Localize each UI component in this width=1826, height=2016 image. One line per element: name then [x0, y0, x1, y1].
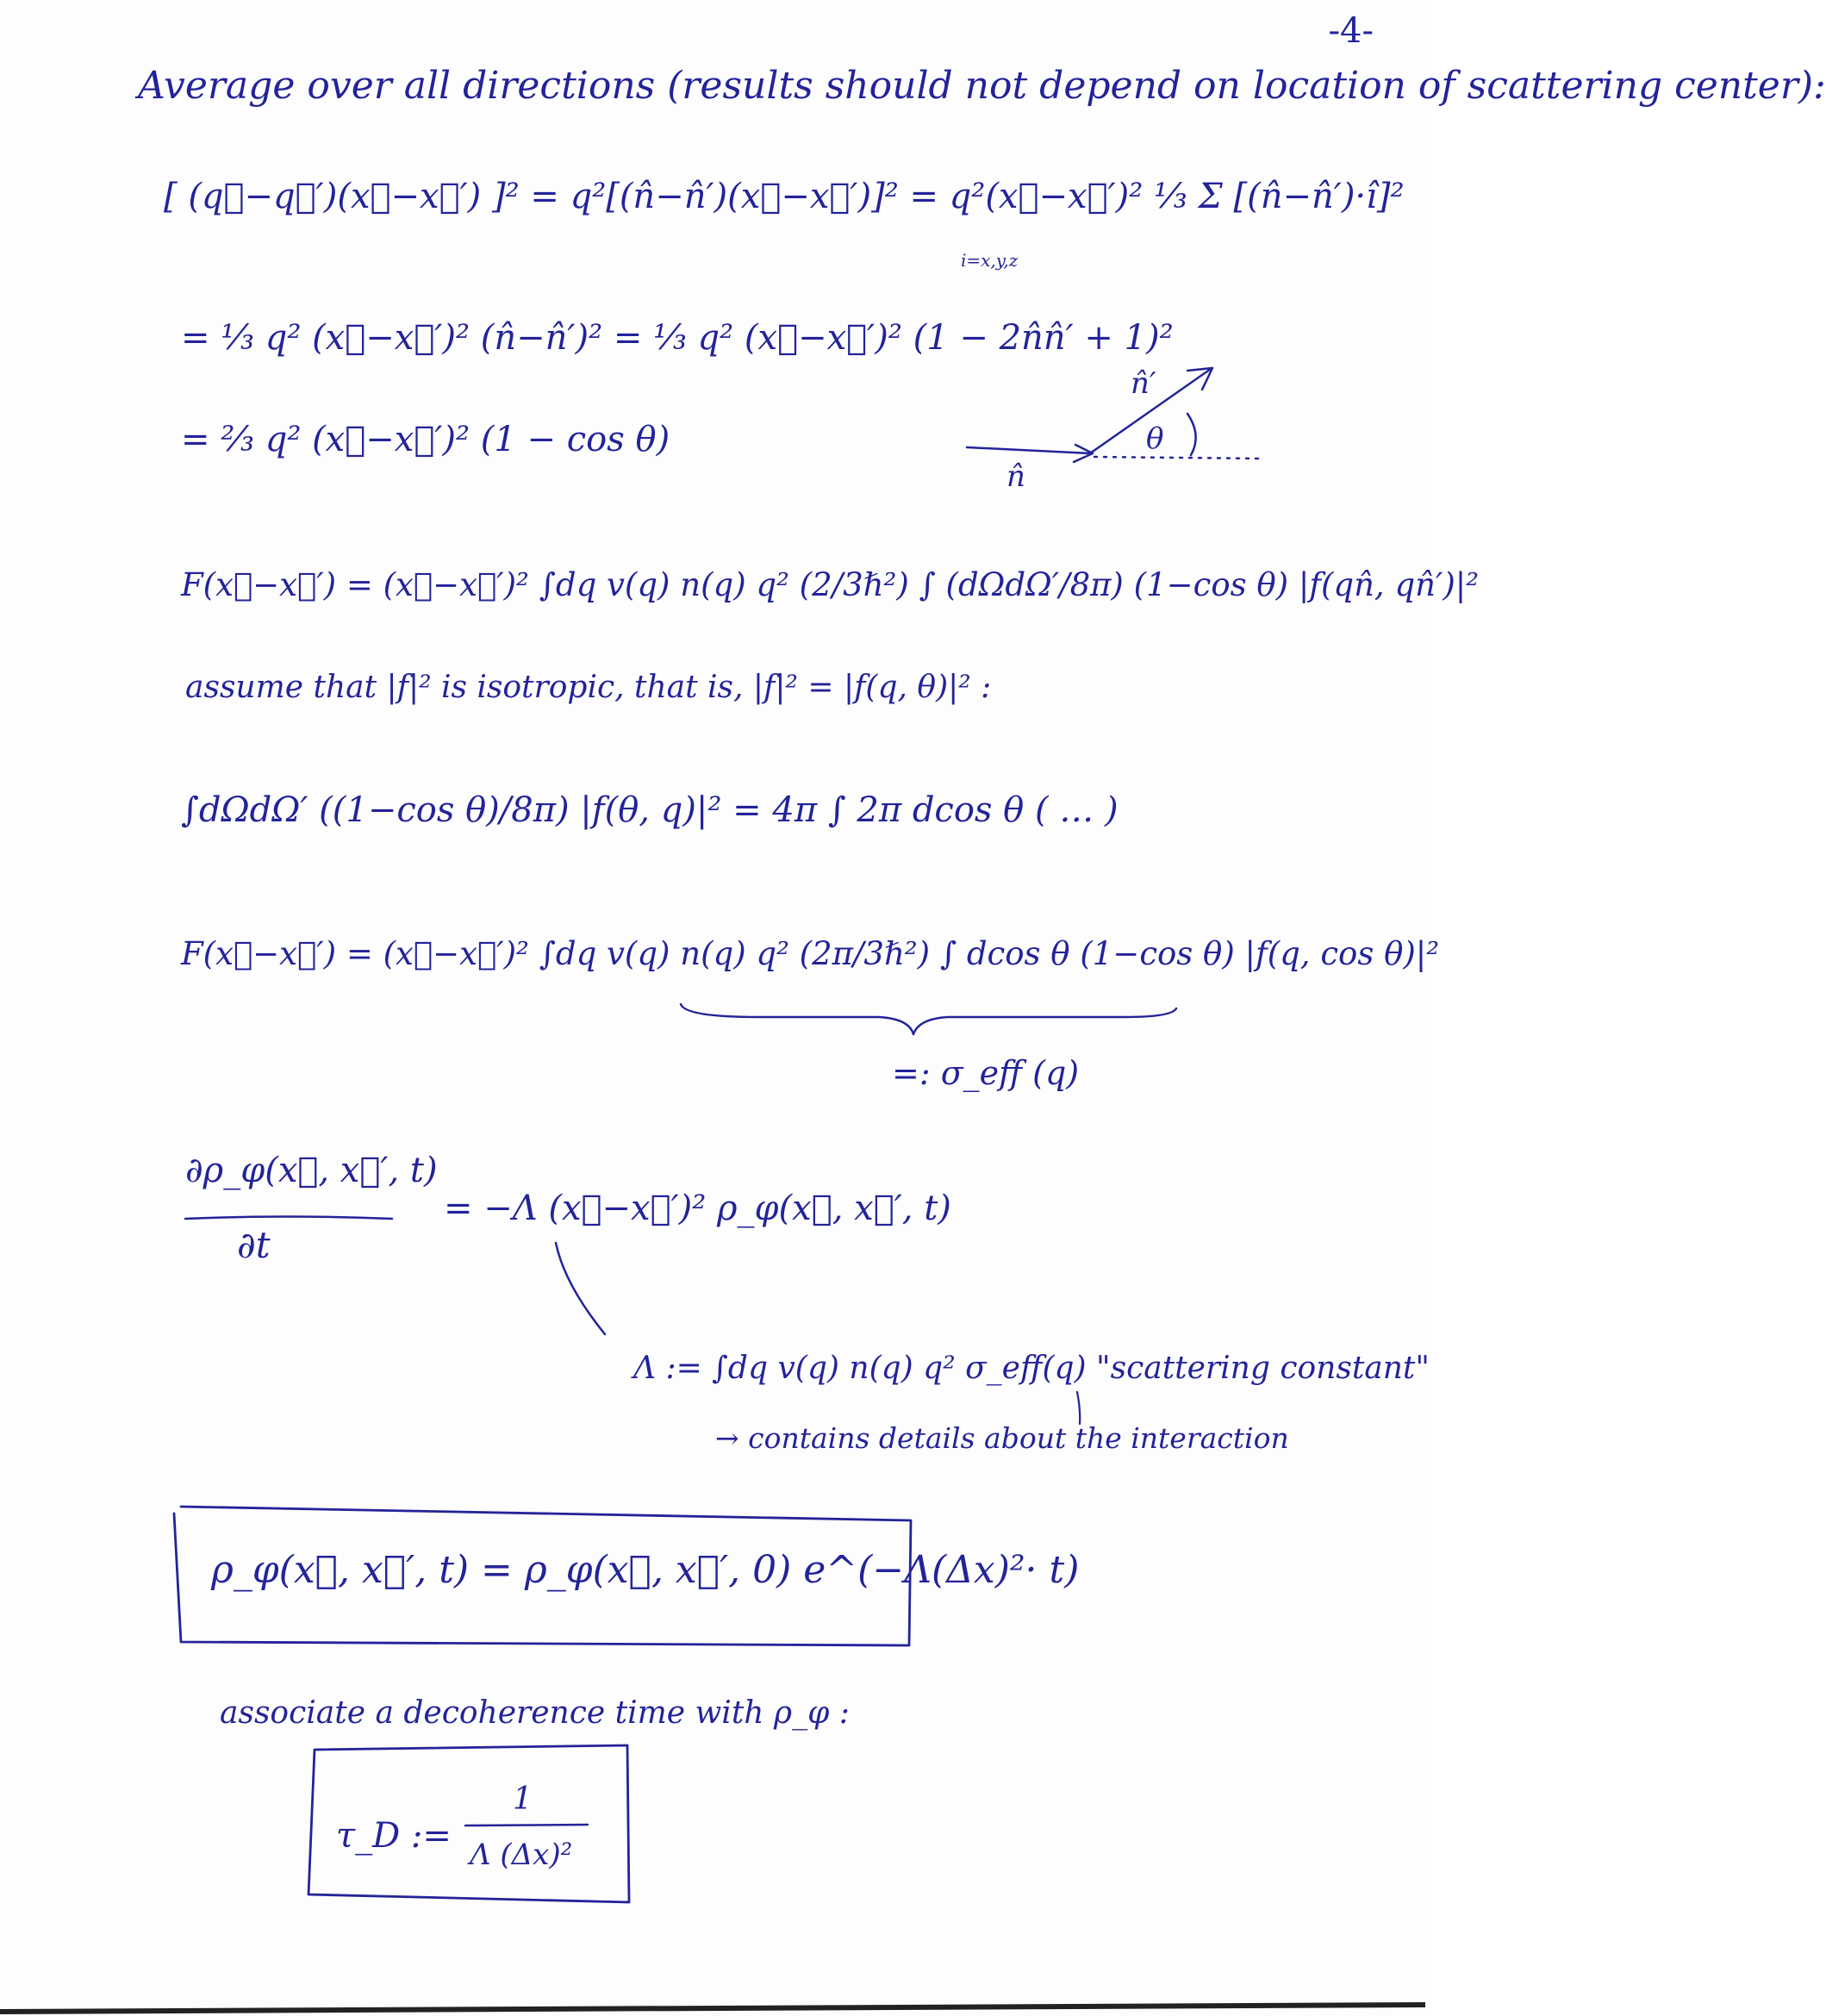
label-theta: θ	[1146, 421, 1164, 456]
master-fraction-bar	[185, 1217, 392, 1220]
scattering-angle-diagram	[967, 368, 1260, 462]
equation-decoherence-function: F(x⃗−x⃗′) = (x⃗−x⃗′)² ∫dq v(q) n(q) q² (2/3ℏ²) ∫ (dΩdΩ′/8π) (1−cos θ) |f(qn̂, qn̂′)|²	[181, 566, 1480, 603]
equation-cosine-form: = ⅔ q² (x⃗−x⃗′)² (1 − cos θ)	[181, 420, 670, 459]
scattering-constant-note: → contains details about the interaction	[715, 1421, 1289, 1455]
decoherence-fraction-bar	[465, 1825, 588, 1826]
label-n-prime-hat: n̂′	[1131, 366, 1156, 401]
equation-angular-average: [ (q⃗−q⃗′)(x⃗−x⃗′) ]² = q²[(n̂−n̂′)(x⃗−x⃗′)]² = q²(x⃗−x⃗′)² ⅓ Σ [(n̂−n̂′)·î]²	[164, 177, 1405, 216]
master-equation-numerator: ∂ρ_φ(x⃗, x⃗′, t)	[185, 1151, 438, 1190]
sigma-eff-brace	[681, 1004, 1176, 1034]
decoherence-time-symbol: τ_D :=	[336, 1816, 452, 1856]
page-number: -4-	[1328, 11, 1374, 51]
dotted-reference-line	[1094, 457, 1260, 459]
equation-angular-average-continued: = ⅓ q² (x⃗−x⃗′)² (n̂−n̂′)² = ⅓ q² (x⃗−x⃗′)² (1 − 2n̂n̂′ + 1)²	[181, 318, 1174, 358]
master-equation-rhs: = −Λ (x⃗−x⃗′)² ρ_φ(x⃗, x⃗′, t)	[444, 1189, 951, 1228]
equation-decoherence-function-reduced: F(x⃗−x⃗′) = (x⃗−x⃗′)² ∫dq v(q) n(q) q² (2π/3ℏ²) ∫ dcos θ (1−cos θ) |f(q, cos θ)|²	[181, 935, 1440, 972]
equation-sum-index: i=x,y,z	[961, 250, 1019, 271]
decoherence-time-denominator: Λ (Δx)²	[470, 1838, 573, 1872]
decoherence-time-numerator: 1	[513, 1782, 533, 1817]
scattering-constant-definition: Λ := ∫dq v(q) n(q) q² σ_eff(q) "scattering constant"	[633, 1351, 1430, 1386]
angle-arc	[1187, 414, 1196, 455]
isotropy-assumption: assume that |f|² is isotropic, that is, |f|² = |f(q, θ)|² :	[185, 670, 992, 705]
lambda-pointer-line	[556, 1243, 605, 1334]
incoming-direction-arrow	[967, 447, 1090, 453]
decoherence-time-sentence: associate a decoherence time with ρ_φ :	[220, 1695, 850, 1731]
equation-solid-angle-integral: ∫dΩdΩ′ ((1−cos θ)/8π) |f(θ, q)|² = 4π ∫ 2π dcos θ ( … )	[181, 790, 1119, 830]
label-n-hat: n̂	[1006, 459, 1025, 494]
constant-pointer-line	[1077, 1392, 1080, 1424]
sigma-eff-definition: =: σ_eff (q)	[892, 1054, 1080, 1092]
master-equation-denominator: ∂t	[237, 1224, 271, 1266]
section-heading: Average over all directions (results should not depend on location of scattering center):	[138, 64, 1826, 108]
solution-equation: ρ_φ(x⃗, x⃗′, t) = ρ_φ(x⃗, x⃗′, 0) e^(−Λ(Δx)²· t)	[211, 1548, 1080, 1592]
scan-bottom-edge	[0, 2005, 1425, 2012]
